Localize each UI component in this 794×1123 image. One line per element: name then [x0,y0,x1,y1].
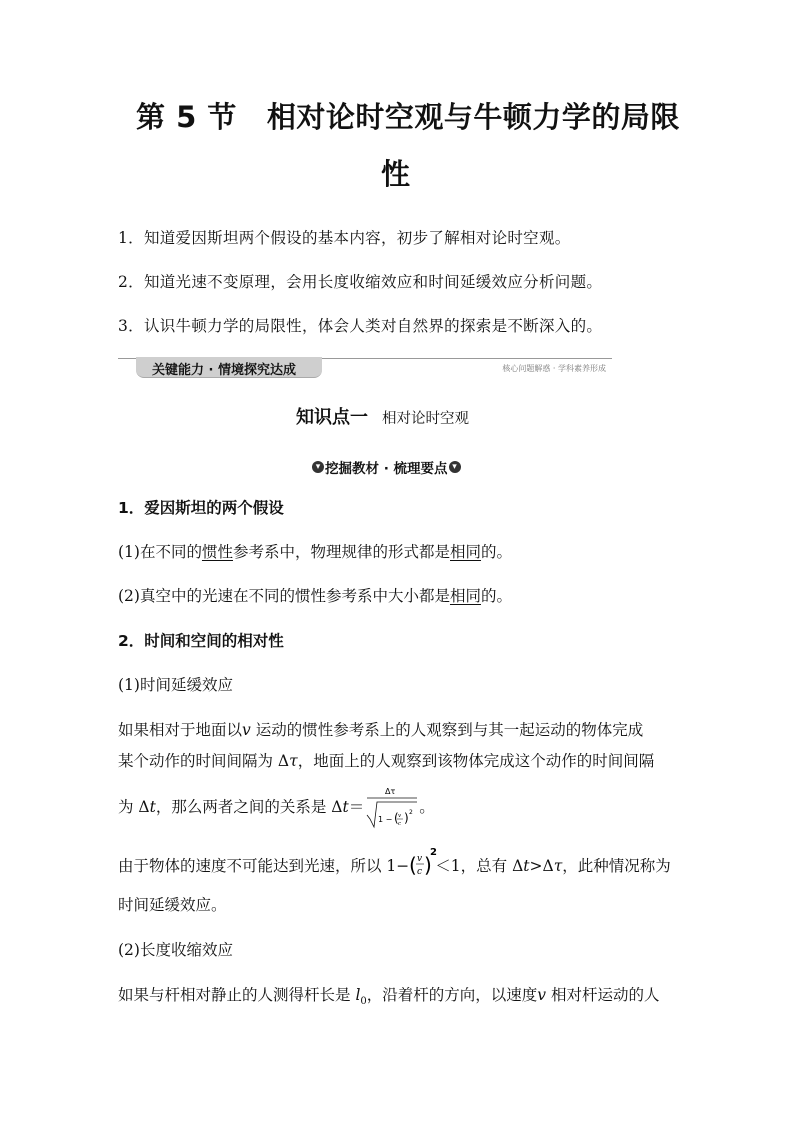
svg-text:(: ( [394,811,399,825]
svg-text:v: v [398,813,402,819]
postulate-2: (2)真空中的光速在不同的惯性参考系中大小都是相同的。 [118,587,512,605]
knowledge-point-heading [296,403,469,429]
svg-text:c: c [398,821,402,827]
heading-relativity: 2．时间和空间的相对性 [118,632,284,650]
page-title-line2: 性 [381,157,411,191]
knowledge-point-name: 相对论时空观 [382,411,469,427]
subheading [311,457,462,477]
chevron-down-icon: ▾ [449,461,461,473]
svg-text:c: c [417,867,423,877]
svg-text:): ) [404,811,409,825]
svg-text:2: 2 [409,809,414,816]
paragraph-line: 由于物体的速度不可能达到光速，所以 1− ( v c ) 2 ＜1，总有 Δt>Δτ，此种情况称为 [118,847,671,883]
chevron-down-icon: ▾ [312,461,324,473]
svg-text:): ) [424,853,433,877]
learning-goal-3: 3．认识牛顿力学的局限性，体会人类对自然界的探索是不断深入的。 [118,317,603,335]
heading-length-contraction: (2)长度收缩效应 [118,941,233,959]
paragraph-line: 如果相对于地面以v 运动的惯性参考系上的人观察到与其一起运动的物体完成 [118,721,644,739]
paragraph-line: 某个动作的时间间隔为 Δτ，地面上的人观察到该物体完成这个动作的时间间隔 [118,752,655,770]
paragraph-line: 时间延缓效应。 [118,896,227,914]
paragraph-line-formula: 为 Δt，那么两者之间的关系是 Δt＝ Δτ 1 − ( v c ) 2 。 [118,785,435,831]
learning-goal-2: 2．知道光速不变原理，会用长度收缩效应和时间延缓效应分析问题。 [118,273,603,291]
subheading-text: 挖掘教材 · 梳理要点 [325,461,448,477]
section-banner [118,354,612,376]
heading-time-dilation: (1)时间延缓效应 [118,676,233,694]
velocity-ratio-squared [409,847,438,883]
time-dilation-formula [365,785,419,831]
paragraph-line: 如果与杆相对静止的人测得杆长是 $l_0$，沿着杆的方向，以速度v 相对杆运动的人 [118,986,660,1008]
svg-text:2: 2 [430,847,438,858]
heading-einstein-postulates: 1．爱因斯坦的两个假设 [118,499,284,517]
formula-denominator: 1 − [378,815,393,824]
postulate-1: (1)在不同的惯性参考系中，物理规律的形式都是相同的。 [118,543,513,561]
formula-numerator: Δτ [385,787,396,796]
section-banner-label: 关键能力 · 情境探究达成 [152,363,296,378]
knowledge-point-number: 知识点一 [296,407,368,428]
svg-text:v: v [417,854,423,864]
svg-text:(: ( [409,853,418,877]
page-title-line1: 第 5 节 相对论时空观与牛顿力学的局限 [136,100,680,134]
section-banner-caption: 核心问题解惑 · 学科素养形成 [502,364,606,373]
learning-goal-1: 1．知道爱因斯坦两个假设的基本内容，初步了解相对论时空观。 [118,229,571,247]
